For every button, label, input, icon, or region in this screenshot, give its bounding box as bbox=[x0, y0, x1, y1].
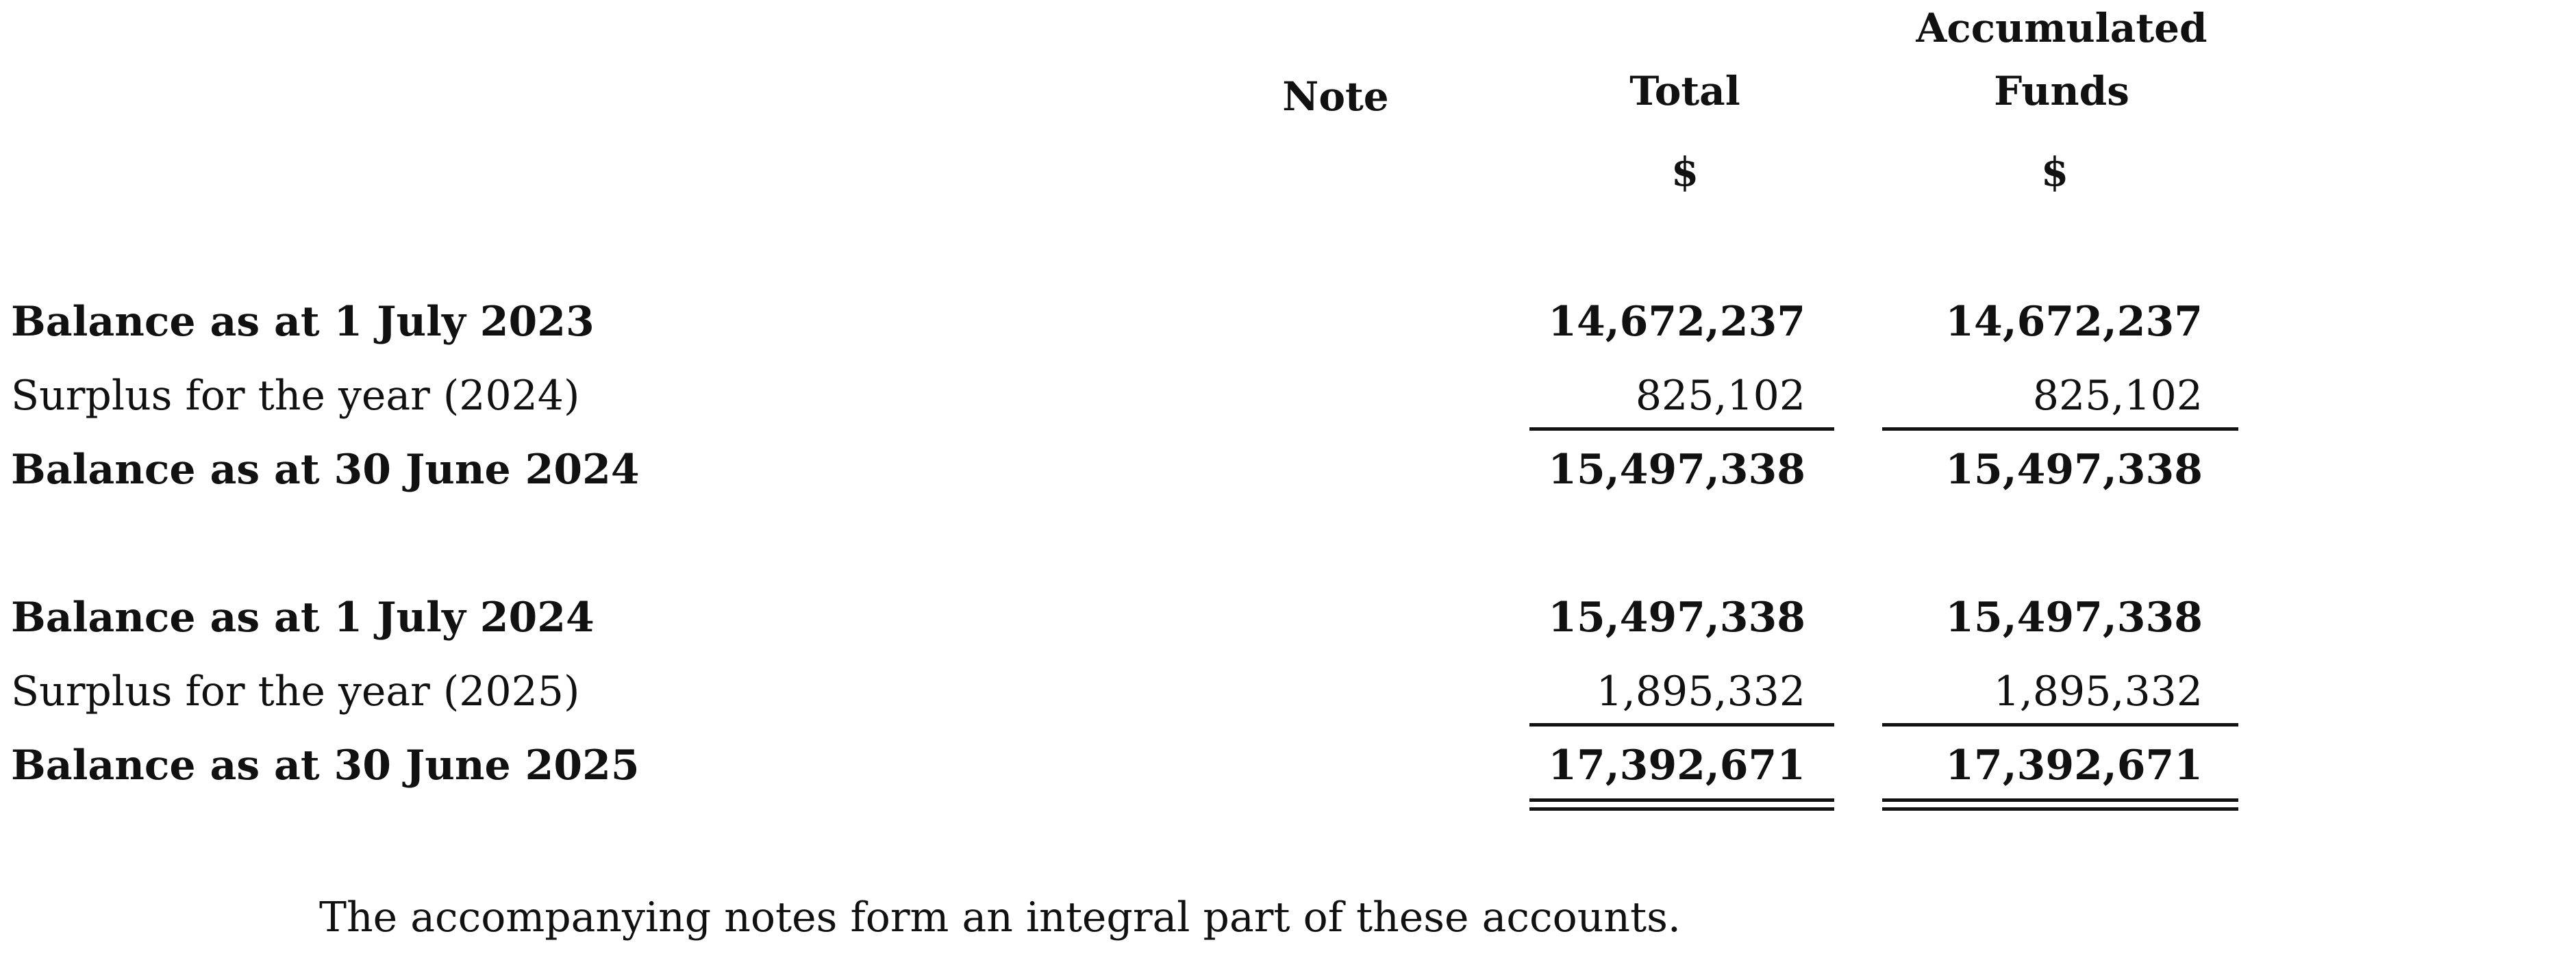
column-header-accumulated-funds-line2: Funds bbox=[1994, 68, 2129, 114]
cell-accumulated-closing-balance-2024: 15,497,338 bbox=[1945, 446, 2203, 494]
currency-symbol-total: $ bbox=[1671, 149, 1699, 195]
cell-total-opening-balance-2023: 14,672,237 bbox=[1548, 298, 1805, 346]
row-label-opening-balance-2023: Balance as at 1 July 2023 bbox=[11, 298, 595, 346]
cell-accumulated-surplus-2025: 1,895,332 bbox=[1993, 668, 2203, 716]
column-header-note: Note bbox=[1282, 73, 1389, 120]
cell-accumulated-closing-balance-2025: 17,392,671 bbox=[1945, 742, 2203, 790]
cell-accumulated-opening-balance-2023: 14,672,237 bbox=[1945, 298, 2203, 346]
subtotal-rule-total-2024 bbox=[1529, 427, 1834, 431]
cell-total-closing-balance-2024: 15,497,338 bbox=[1548, 446, 1805, 494]
row-label-surplus-2025: Surplus for the year (2025) bbox=[11, 668, 580, 716]
cell-total-closing-balance-2025: 17,392,671 bbox=[1548, 742, 1805, 790]
total-double-rule-accumulated bbox=[1882, 798, 2238, 811]
footnote: The accompanying notes form an integral part of these accounts. bbox=[319, 894, 1681, 942]
row-label-closing-balance-2024: Balance as at 30 June 2024 bbox=[11, 446, 640, 494]
row-label-closing-balance-2025: Balance as at 30 June 2025 bbox=[11, 742, 640, 790]
total-double-rule-total bbox=[1529, 798, 1834, 811]
column-header-total: Total bbox=[1629, 68, 1740, 114]
column-header-accumulated-funds-line1: Accumulated bbox=[1916, 5, 2208, 51]
cell-total-surplus-2024: 825,102 bbox=[1635, 372, 1805, 420]
row-label-opening-balance-2024: Balance as at 1 July 2024 bbox=[11, 594, 595, 642]
cell-accumulated-opening-balance-2024: 15,497,338 bbox=[1945, 594, 2203, 642]
currency-symbol-accumulated-funds: $ bbox=[2040, 149, 2069, 195]
row-label-surplus-2024: Surplus for the year (2024) bbox=[11, 372, 580, 420]
subtotal-rule-accumulated-2025 bbox=[1882, 723, 2238, 727]
subtotal-rule-accumulated-2024 bbox=[1882, 427, 2238, 431]
cell-total-opening-balance-2024: 15,497,338 bbox=[1548, 594, 1805, 642]
cell-accumulated-surplus-2024: 825,102 bbox=[2032, 372, 2203, 420]
subtotal-rule-total-2025 bbox=[1529, 723, 1834, 727]
cell-total-surplus-2025: 1,895,332 bbox=[1596, 668, 1805, 716]
